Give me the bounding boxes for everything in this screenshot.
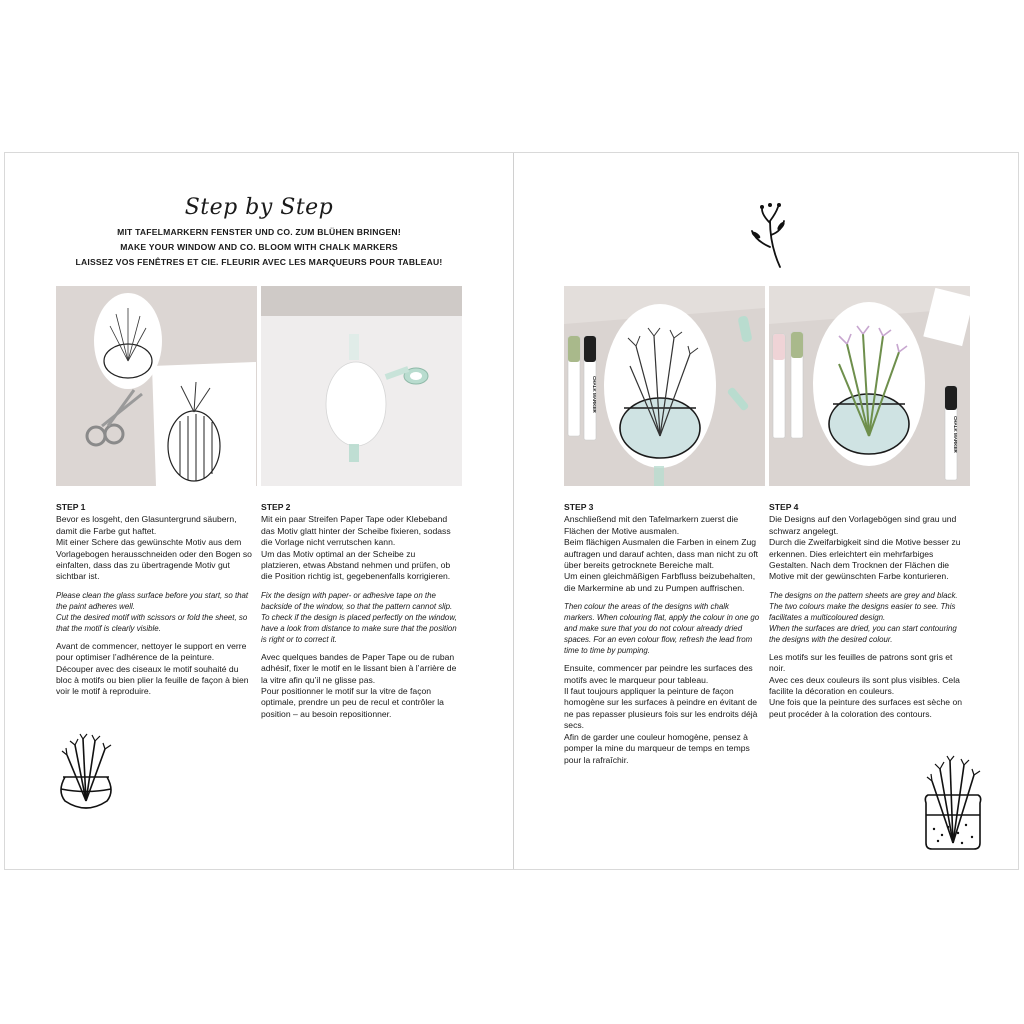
step-2-english: Fix the design with paper- or adhesive tape on the backside of the window, so that the pattern cannot slip. To check if the design is placed perfectly on the window, have a look from distance to make sure that the position is right or to correct it. xyxy=(261,590,457,644)
step1-photo xyxy=(56,286,257,486)
step-4-german: Die Designs auf den Vorlagebögen sind grau und schwarz angelegt. Durch die Zweifarbigkeit sind die Motive besser zu erkennen. Dies erleichtert ein mehrfarbiges Gestalten. Nach dem Trocknen der Flächen die Motive mit der gewünschten Farbe konturieren. xyxy=(769,514,961,582)
step2-photo xyxy=(261,286,462,486)
subtitle-en: MAKE YOUR WINDOW AND CO. BLOOM WITH CHALK MARKERS xyxy=(120,242,398,252)
step-2 xyxy=(261,502,457,727)
branch-icon xyxy=(748,201,788,269)
right-page xyxy=(514,153,1020,869)
step-3-french: Ensuite, commencer par peindre les surfaces des motifs avec le marqueur pour tableau. Il faut toujours appliquer la peinture de façon homogène sur les surfaces à peindre en évitant de ne pas repasser plusieurs fois sur les endroits déjà secs. Afin de garder une couleur homogène, pensez à pomper la mine du marqueur de temps en temps pour la rafraîchir. xyxy=(564,663,758,765)
step-3-heading: STEP 3 xyxy=(564,502,594,512)
book-spread xyxy=(4,152,1019,870)
step-4-english: The designs on the pattern sheets are grey and black. The two colours make the designs easier to see. This facilitates a multicoloured design. When the surfaces are dried, you can start contouring the designs with the desired colour. xyxy=(769,590,958,644)
step-4-heading: STEP 4 xyxy=(769,502,799,512)
step-2-heading: STEP 2 xyxy=(261,502,291,512)
step4-photo xyxy=(769,286,970,486)
marker-label-step3: CHALK MARKER xyxy=(592,376,597,413)
step-1-english: Please clean the glass surface before you start, so that the paint adheres well. Cut the desired motif with scissors or fold the sheet, so that the motif is clearly visible. xyxy=(56,590,249,633)
step-1-heading: STEP 1 xyxy=(56,502,86,512)
page-title: Step by Step xyxy=(184,195,334,220)
subtitle-fr: LAISSEZ VOS FENÊTRES ET CIE. FLEURIR AVEC LES MARQUEURS POUR TABLEAU! xyxy=(75,257,443,267)
step-2-french: Avec quelques bandes de Paper Tape ou de ruban adhésif, fixer le motif en le lissant bien à l’arrière de la vitre afin qu’il ne glisse pas. Pour positionner le motif sur la vitre de façon optimale, prendre un peu de recul et contrôler la position – au besoin repositionner. xyxy=(261,651,457,719)
step-3-german: Anschließend mit den Tafelmarkern zuerst die Flächen der Motive ausmalen. Beim flächigen Ausmalen die Farben in einem Zug auftragen und darauf achten, dass man nicht zu oft über bereits getrocknete Bereiche malt. Um einen gleichmäßigen Farbfluss beizubehalten, die Markermine ab und zu Pumpen auffrischen. xyxy=(564,514,758,593)
step-1-french: Avant de commencer, nettoyer le support en verre pour optimiser l’adhérence de la peinture. Découper avec des ciseaux le motif souhaité du bloc à motifs ou bien plier la feuille de façon à bien voir le motif à reproduire. xyxy=(56,640,249,697)
step-1-german: Bevor es losgeht, den Glasuntergrund säubern, damit die Farbe gut haftet. Mit einer Schere das gewünschte Motiv aus dem Vorlagebogen herausschneiden oder den Bogen so einfalten, dass das zu übertragende Motiv gut sichtbar ist. xyxy=(56,514,252,582)
step-1 xyxy=(56,502,252,705)
left-page xyxy=(5,153,513,869)
step-4-french: Les motifs sur les feuilles de patrons sont gris et noir. Avec ces deux couleurs ils sont plus visibles. Cela facilite la décoration en couleurs. Une fois que la peinture des surfaces est sèche on peut procéder à la coloration des contours. xyxy=(769,651,962,719)
step-3 xyxy=(564,502,760,773)
step-4 xyxy=(769,502,965,727)
jar-vase-illustration-icon xyxy=(918,755,988,851)
step3-photo xyxy=(564,286,765,486)
step-3-english: Then colour the areas of the designs with chalk markers. When colouring flat, apply the colour in one go and make sure that you do not colour already dried spaces. For an even colour flow, refresh the lead from time to time by pumping. xyxy=(564,602,760,656)
round-vase-illustration-icon xyxy=(53,731,119,809)
marker-label-step4: CHALK MARKER xyxy=(953,416,958,453)
step-2-german: Mit ein paar Streifen Paper Tape oder Klebeband das Motiv glatt hinter der Scheibe fixieren, sodass die Vorlage nicht verrutschen kann. Um das Motiv optimal an der Scheibe zu platzieren, etwas Abstand nehmen und prüfen, ob die Position richtig ist, gegebenenfalls korrigieren. xyxy=(261,514,451,582)
subtitle-de: MIT TAFELMARKERN FENSTER UND CO. ZUM BLÜHEN BRINGEN! xyxy=(117,227,401,237)
